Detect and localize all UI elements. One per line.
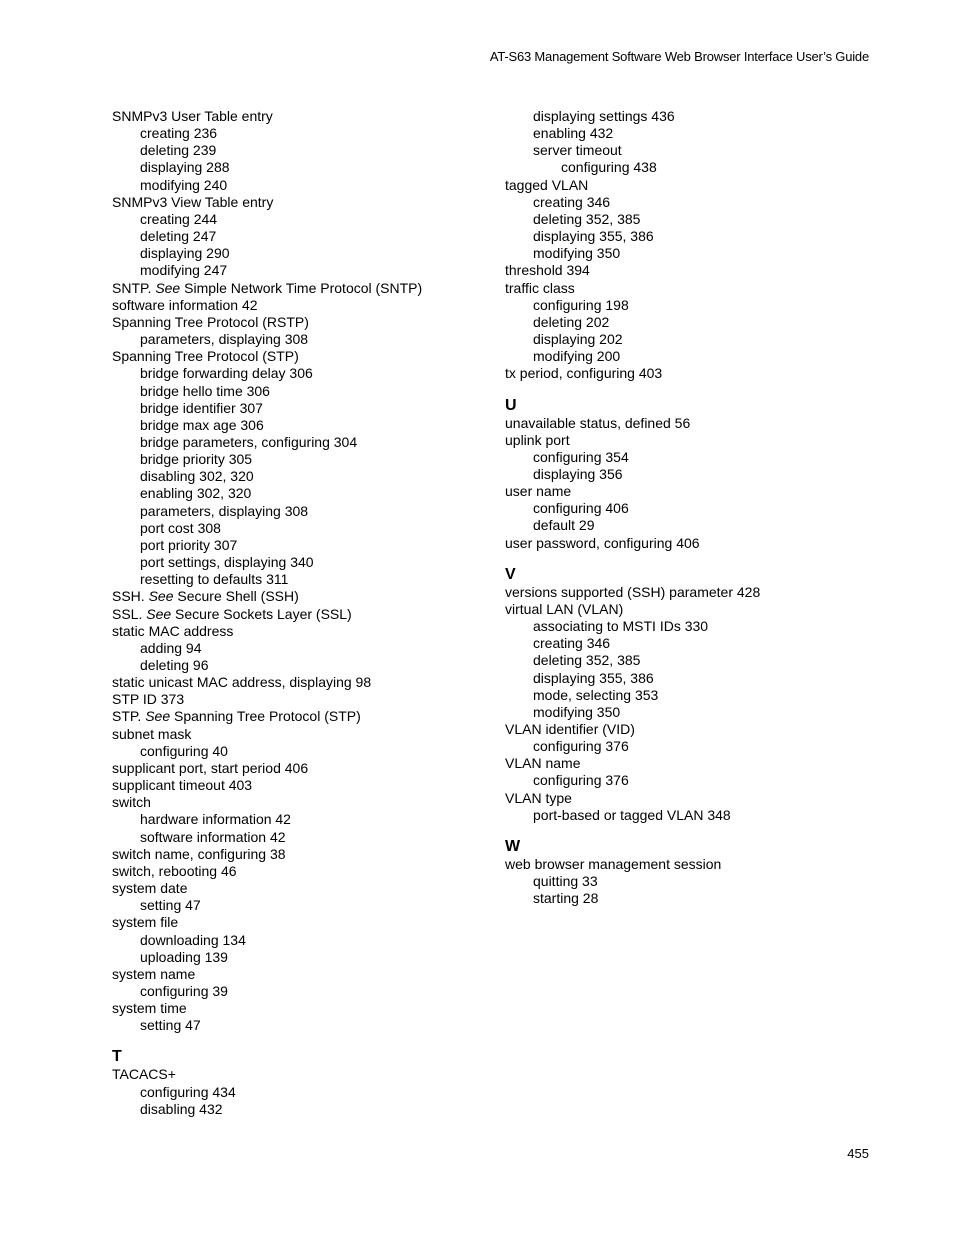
- index-subentry: deleting 247: [140, 228, 217, 245]
- index-entry: STP. See Spanning Tree Protocol (STP): [112, 708, 361, 725]
- index-section-letter: V: [505, 565, 516, 583]
- index-subentry: creating 244: [140, 210, 218, 227]
- index-entry: switch: [112, 794, 151, 811]
- index-subentry: modifying 240: [140, 176, 228, 193]
- index-subentry: bridge identifier 307: [140, 399, 263, 416]
- index-subentry: port cost 308: [140, 519, 221, 536]
- index-entry: SNMPv3 User Table entry: [112, 108, 273, 124]
- index-entry: SSH. See Secure Shell (SSH): [112, 588, 299, 605]
- index-entry: system name: [112, 965, 196, 982]
- index-subentry: starting 28: [533, 890, 599, 907]
- index-entry: threshold 394: [505, 262, 590, 279]
- index-subentry: modifying 247: [140, 262, 228, 279]
- index-subentry: default 29: [533, 517, 595, 534]
- index-subentry: displaying settings 436: [533, 108, 675, 124]
- index-subentry: displaying 356: [533, 465, 623, 482]
- index-subentry: deleting 239: [140, 142, 217, 159]
- index-entry: supplicant port, start period 406: [112, 759, 309, 776]
- index-subentry: port priority 307: [140, 536, 238, 553]
- index-entry: unavailable status, defined 56: [505, 414, 691, 431]
- index-subentry: enabling 432: [533, 125, 614, 142]
- index-subentry: configuring 198: [533, 296, 629, 313]
- index-subentry: downloading 134: [140, 931, 246, 948]
- index-entry: tx period, configuring 403: [505, 365, 663, 382]
- index-column-right: [505, 108, 885, 907]
- index-subentry: bridge parameters, configuring 304: [140, 433, 358, 450]
- index-subentry: configuring 376: [533, 738, 629, 755]
- index-subentry: deleting 352, 385: [533, 652, 641, 669]
- index-subentry: modifying 350: [533, 703, 621, 720]
- index-subentry: displaying 355, 386: [533, 669, 654, 686]
- index-entry: TACACS+: [112, 1066, 176, 1083]
- index-entry: switch name, configuring 38: [112, 845, 286, 862]
- index-subentry: parameters, displaying 308: [140, 502, 309, 519]
- index-subentry: creating 346: [533, 193, 611, 210]
- index-subentry: parameters, displaying 308: [140, 331, 309, 348]
- index-section-letter: U: [505, 396, 517, 414]
- index-subentry: displaying 288: [140, 159, 230, 176]
- index-subentry: setting 47: [140, 897, 201, 914]
- page-number: 455: [847, 1146, 869, 1161]
- index-entry: versions supported (SSH) parameter 428: [505, 583, 761, 600]
- index-entry: SSL. See Secure Sockets Layer (SSL): [112, 605, 352, 622]
- index-subentry: deleting 352, 385: [533, 210, 641, 227]
- index-subentry: software information 42: [140, 828, 286, 845]
- index-subentry: bridge max age 306: [140, 416, 264, 433]
- index-subentry: configuring 438: [561, 159, 657, 176]
- index-subentry: modifying 350: [533, 245, 621, 262]
- index-entry: STP ID 373: [112, 691, 185, 708]
- index-subentry: disabling 432: [140, 1100, 223, 1117]
- index-subentry: port-based or tagged VLAN 348: [533, 806, 731, 823]
- index-entry: VLAN identifier (VID): [505, 721, 635, 737]
- index-subentry: displaying 290: [140, 245, 230, 262]
- index-subentry: creating 346: [533, 635, 611, 652]
- index-subentry: associating to MSTI IDs 330: [533, 618, 709, 635]
- index-subentry: configuring 354: [533, 448, 629, 465]
- index-subentry: bridge hello time 306: [140, 382, 270, 399]
- index-entry: Spanning Tree Protocol (RSTP): [112, 313, 309, 330]
- index-subentry: modifying 200: [533, 348, 621, 365]
- index-entry: VLAN name: [505, 755, 581, 772]
- index-subentry: server timeout: [533, 142, 622, 159]
- index-subentry: adding 94: [140, 639, 202, 656]
- index-subentry: bridge forwarding delay 306: [140, 365, 313, 382]
- index-subentry: bridge priority 305: [140, 451, 253, 468]
- index-entry: VLAN type: [505, 789, 572, 806]
- index-entry: uplink port: [505, 431, 570, 448]
- index-entry: subnet mask: [112, 725, 192, 742]
- index-entry: system date: [112, 880, 188, 897]
- index-subentry: deleting 202: [533, 313, 610, 330]
- index-entry: tagged VLAN: [505, 176, 589, 193]
- index-subentry: resetting to defaults 311: [140, 571, 289, 588]
- index-subentry: setting 47: [140, 1017, 201, 1034]
- index-entry: static MAC address: [112, 622, 234, 639]
- index-column-left: [112, 108, 492, 1118]
- index-subentry: configuring 39: [140, 982, 228, 999]
- index-entry: user password, configuring 406: [505, 534, 700, 551]
- index-entry: supplicant timeout 403: [112, 777, 253, 794]
- index-subentry: quitting 33: [533, 873, 598, 890]
- index-subentry: uploading 139: [140, 948, 228, 965]
- index-subentry: configuring 376: [533, 772, 629, 789]
- index-subentry: port settings, displaying 340: [140, 554, 314, 571]
- index-entry: system file: [112, 914, 179, 931]
- index-subentry: hardware information 42: [140, 811, 291, 828]
- index-subentry: displaying 202: [533, 331, 623, 348]
- running-header: AT-S63 Management Software Web Browser Interface User’s Guide: [489, 49, 869, 64]
- index-entry: software information 42: [112, 296, 258, 313]
- index-subentry: enabling 302, 320: [140, 485, 252, 502]
- index-subentry: displaying 355, 386: [533, 228, 654, 245]
- index-entry: web browser management session: [505, 855, 722, 872]
- index-entry: traffic class: [505, 279, 575, 296]
- index-entry: user name: [505, 483, 572, 500]
- index-entry: Spanning Tree Protocol (STP): [112, 348, 299, 365]
- index-entry: switch, rebooting 46: [112, 862, 237, 879]
- index-section-letter: T: [112, 1048, 122, 1066]
- index-subentry: disabling 302, 320: [140, 468, 254, 485]
- index-section-letter: W: [505, 837, 521, 855]
- index-entry: system time: [112, 1000, 187, 1017]
- index-subentry: configuring 434: [140, 1083, 236, 1100]
- index-subentry: configuring 40: [140, 742, 228, 759]
- index-entry: SNMPv3 View Table entry: [112, 193, 274, 210]
- index-subentry: creating 236: [140, 125, 218, 142]
- index-subentry: mode, selecting 353: [533, 686, 659, 703]
- index-entry: SNTP. See Simple Network Time Protocol (SNTP): [112, 279, 423, 296]
- index-subentry: configuring 406: [533, 500, 629, 517]
- index-entry: static unicast MAC address, displaying 98: [112, 674, 372, 691]
- index-entry: virtual LAN (VLAN): [505, 600, 624, 617]
- index-subentry: deleting 96: [140, 657, 209, 673]
